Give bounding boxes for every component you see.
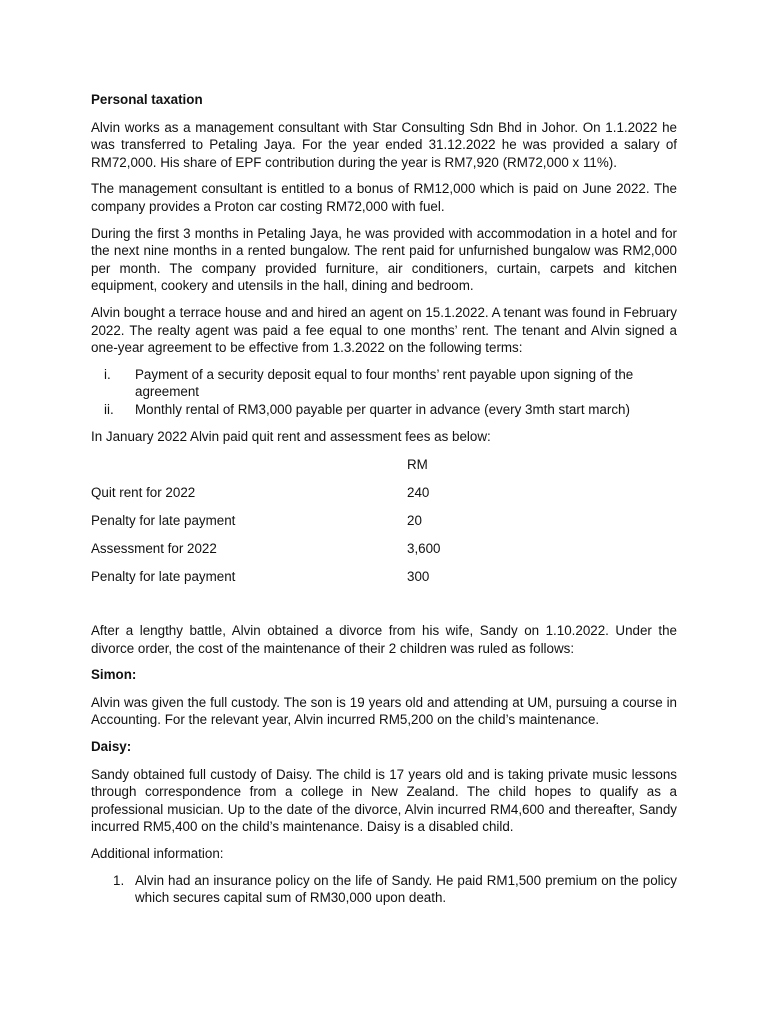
fee-label: Assessment for 2022 xyxy=(91,541,217,557)
paragraph-additional-info: Additional information: xyxy=(91,846,224,862)
table-row xyxy=(91,484,677,512)
paragraph-simon: Alvin was given the full custody. The son is 19 years old and attending at UM, pursuing a course in Accounting. For the relevant year, Alvin incurred RM5,200 on the child’s maintenance. xyxy=(91,694,677,728)
paragraph-divorce: After a lengthy battle, Alvin obtained a divorce from his wife, Sandy on 1.10.2022. Under the divorce order, the cost of the maintenance of their 2 children was ruled as follows: xyxy=(91,623,677,656)
fee-value: 240 xyxy=(407,485,430,501)
subheading-daisy: Daisy: xyxy=(91,739,132,755)
fee-label: Penalty for late payment xyxy=(91,513,236,529)
list-item xyxy=(91,872,677,907)
fee-label: Quit rent for 2022 xyxy=(91,485,196,501)
agreement-terms-list xyxy=(91,366,677,419)
list-item-text: Alvin had an insurance policy on the life of Sandy. He paid RM1,500 premium on the policy which secures capital sum of RM30,000 upon death. xyxy=(135,872,677,906)
list-item-text: Payment of a security deposit equal to four months’ rent payable upon signing of the agreement xyxy=(135,366,634,400)
paragraph-bonus-car: The management consultant is entitled to a bonus of RM12,000 which is paid on June 2022. The company provides a Proton car costing RM72,000 with fuel. xyxy=(91,181,677,214)
paragraph-employment: Alvin works as a management consultant with Star Consulting Sdn Bhd in Johor. On 1.1.2022 he was transferred to Petaling Jaya. For the year ended 31.12.2022 he was provided a salary of RM72,000. His share of EPF contribution during the year is RM7,920 (RM72,000 x 11%). xyxy=(91,119,677,170)
paragraph-daisy: Sandy obtained full custody of Daisy. The child is 17 years old and is taking private music lessons through correspondence from a college in New Zealand. The child hopes to qualify as a professional musician. Up to the date of the divorce, Alvin incurred RM4,600 and thereafter, Sandy incurred RM5,400 on the child’s maintenance. Daisy is a disabled child. xyxy=(91,766,677,835)
list-item-number: ii. xyxy=(104,401,114,417)
list-item-text: Monthly rental of RM3,000 payable per quarter in advance (every 3mth start march) xyxy=(135,401,630,417)
fee-value: 3,600 xyxy=(407,541,441,557)
fees-header-row xyxy=(91,456,677,484)
paragraph-terrace-house: Alvin bought a terrace house and and hired an agent on 15.1.2022. A tenant was found in February 2022. The realty agent was paid a fee equal to one months’ rent. The tenant and Alvin signed a one-year agreement to be effective from 1.3.2022 on the following terms: xyxy=(91,304,677,356)
paragraph-accommodation: During the first 3 months in Petaling Jaya, he was provided with accommodation in a hotel and for the next nine months in a rented bungalow. The rent paid for unfurnished bungalow was RM2,000 per month. The company provided furniture, air conditioners, curtain, carpets and kitchen equipment, cookery and utensils in the hall, dining and bedroom. xyxy=(91,225,677,294)
table-row xyxy=(91,540,677,568)
list-item xyxy=(91,401,677,419)
paragraph-fees-intro: In January 2022 Alvin paid quit rent and assessment fees as below: xyxy=(91,428,491,444)
table-row xyxy=(91,568,677,596)
fees-table xyxy=(91,456,677,596)
subheading-simon: Simon: xyxy=(91,667,137,683)
list-item xyxy=(91,366,677,401)
document-page xyxy=(91,91,677,907)
document-title: Personal taxation xyxy=(91,92,203,107)
fee-value: 300 xyxy=(407,569,430,585)
table-row xyxy=(91,512,677,540)
fee-value: 20 xyxy=(407,513,422,529)
list-item-number: i. xyxy=(104,366,111,382)
fee-label: Penalty for late payment xyxy=(91,569,236,585)
list-item-number: 1. xyxy=(113,872,125,888)
fees-currency-header: RM xyxy=(407,457,428,473)
additional-info-list xyxy=(91,872,677,907)
